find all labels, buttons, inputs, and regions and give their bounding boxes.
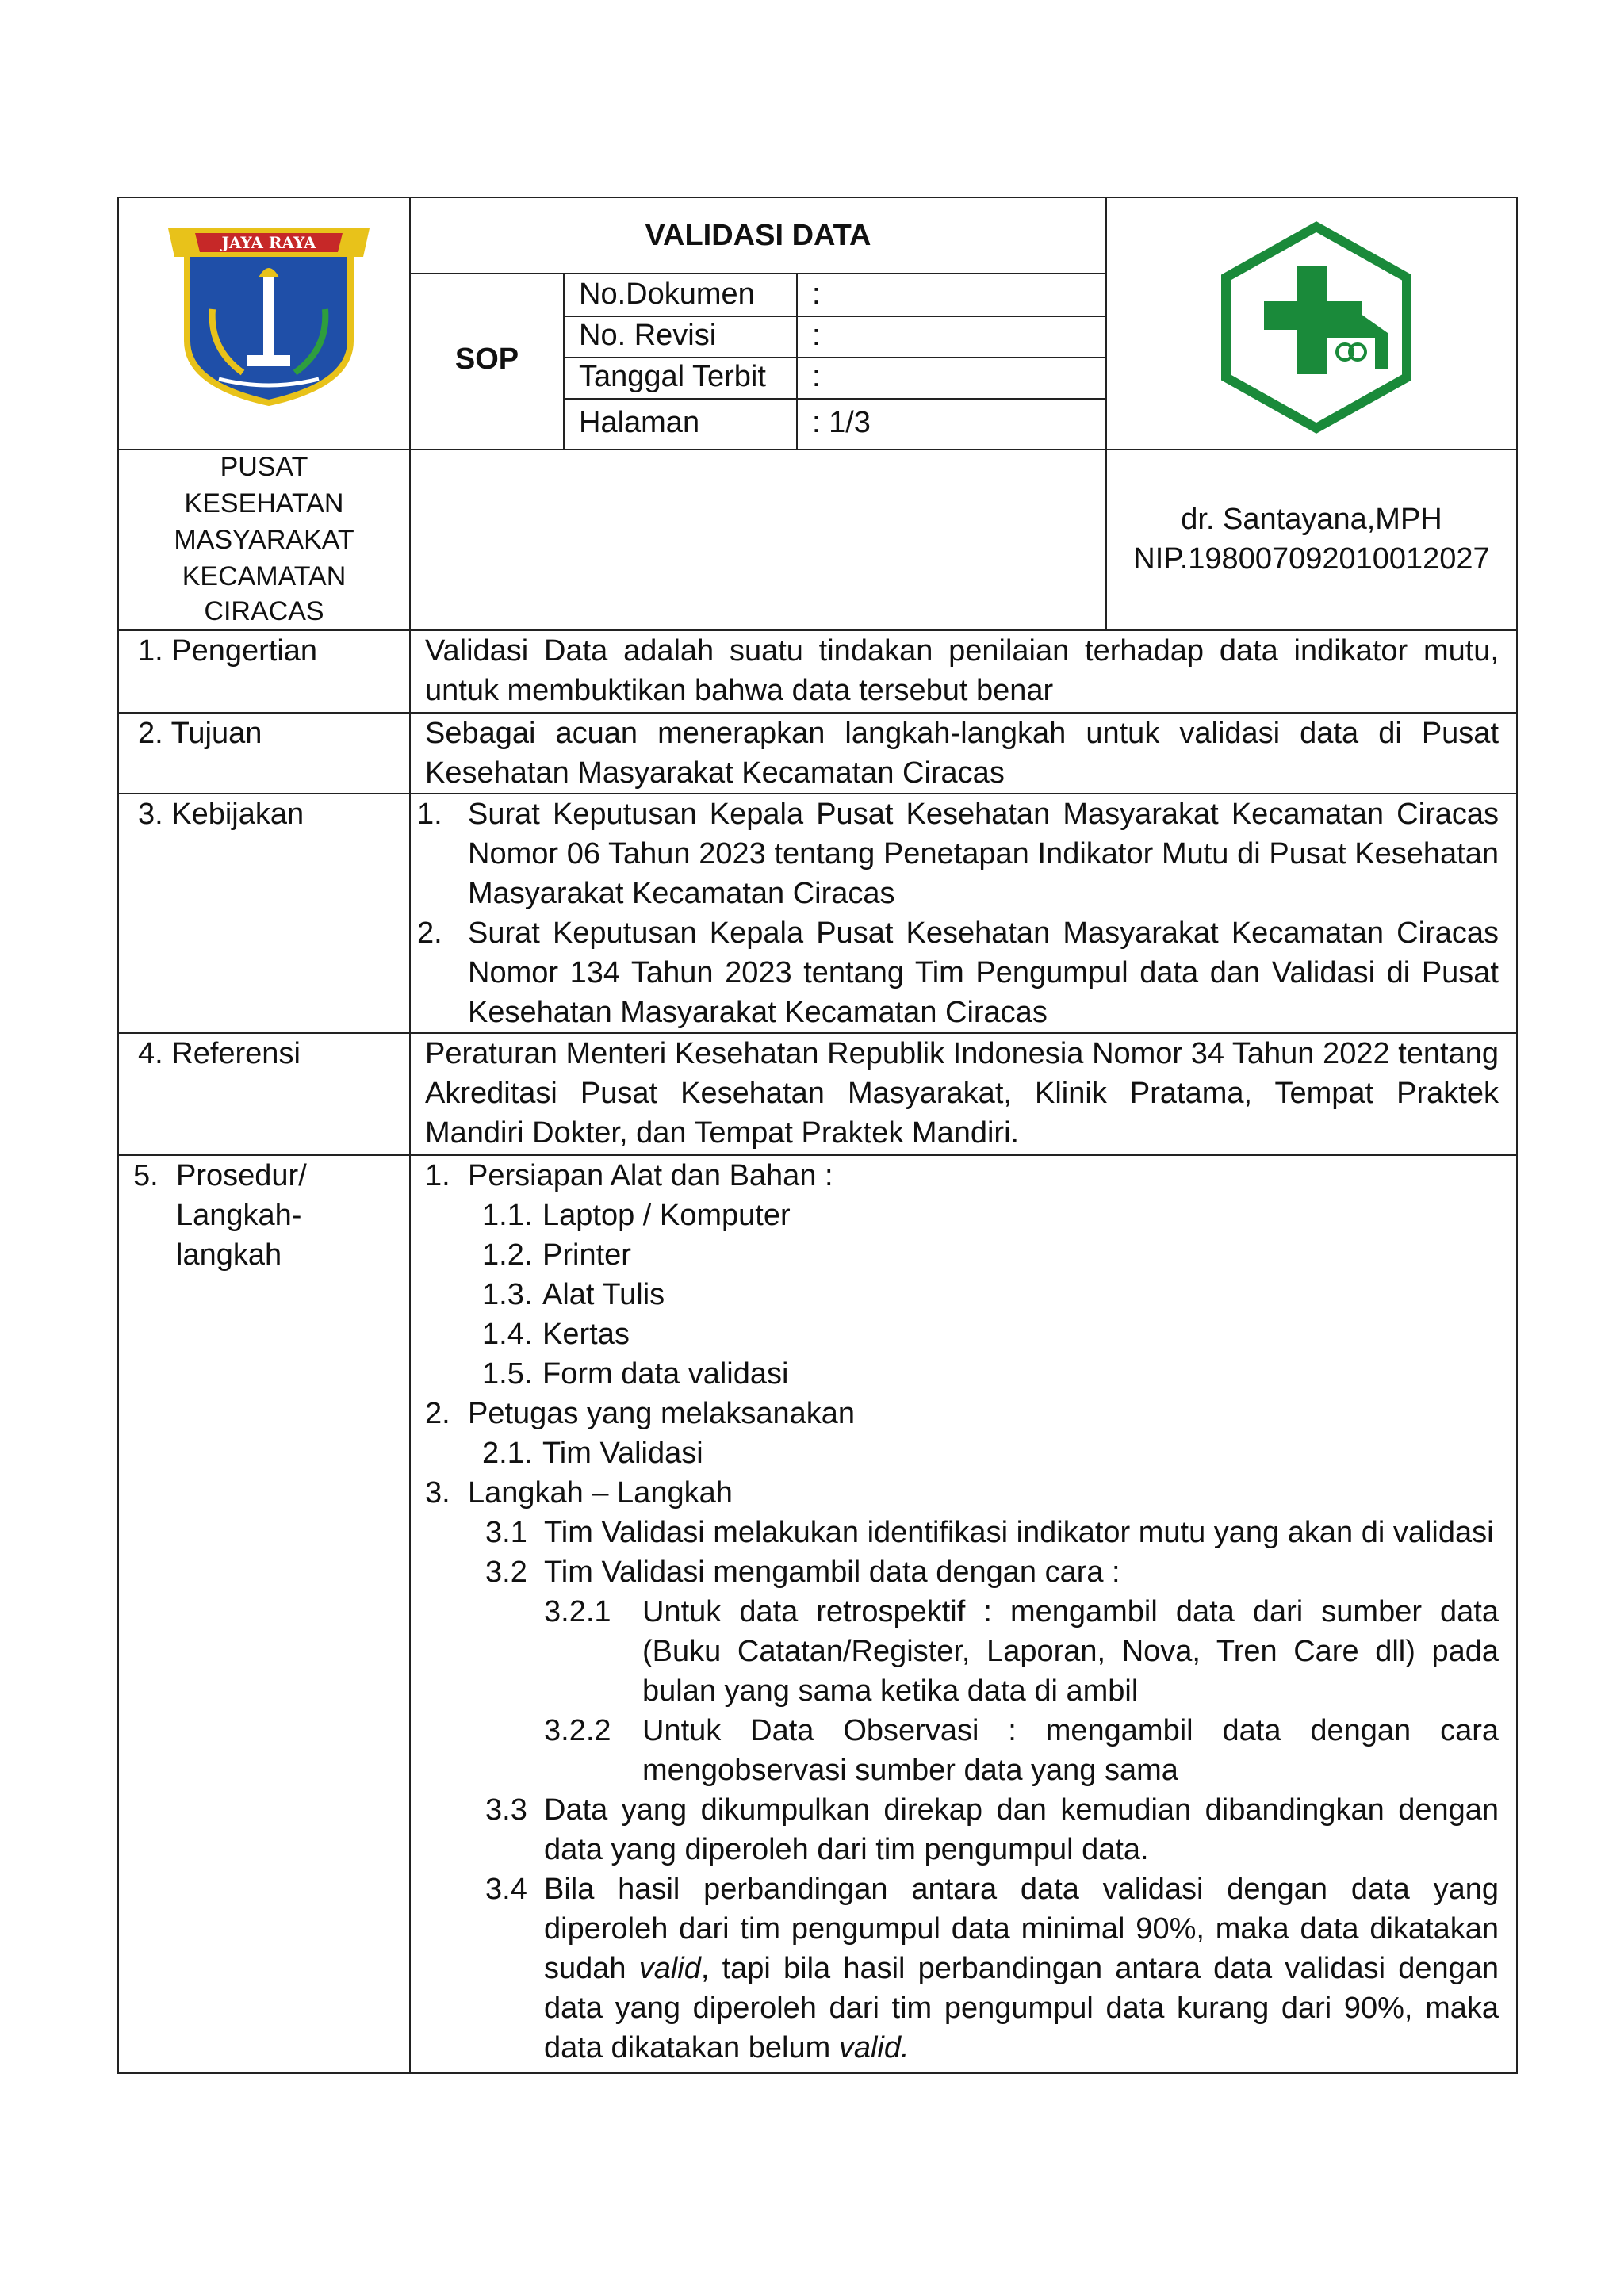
substep-text: Bila hasil perbandingan antara data validasi dengan data yang diperoleh dari tim pengumpul data minimal 90%, maka data dikatakan sudah [544, 1873, 1499, 1985]
kebijakan-item: Surat Keputusan Kepala Pusat Kesehatan Masyarakat Kecamatan Ciracas Nomor 134 Tahun 2023 tentang Tim Pengumpul data dan Validasi di Pusat Kesehatan Masyarakat Kecamatan Ciracas [468, 916, 1499, 1029]
prosedur-step: Langkah – Langkah [468, 1476, 733, 1510]
list-number: 3. [425, 1476, 450, 1510]
list-number: 2. [425, 1397, 450, 1430]
list-number: 1.5. [482, 1357, 533, 1391]
prosedur-substep: Tim Validasi mengambil data dengan cara : [544, 1556, 1120, 1589]
divider [563, 273, 565, 449]
org-name-line: CIRACAS [204, 596, 324, 626]
section-label-prosedur: Langkah- [176, 1199, 302, 1232]
org-name-line: MASYARAKAT [174, 525, 354, 555]
list-number: 3.1 [485, 1516, 527, 1549]
section-label-prosedur: Prosedur/ [176, 1159, 307, 1192]
prosedur-item: Tim Validasi [542, 1437, 703, 1470]
section-label-tujuan: 2. Tujuan [138, 717, 262, 750]
section-label-kebijakan: 3. Kebijakan [138, 798, 304, 831]
prosedur-item: Printer [542, 1238, 631, 1272]
section-text-pengertian: Validasi Data adalah suatu tindakan penilaian terhadap data indikator mutu, untuk membuktikan bahwa data tersebut benar [425, 634, 1499, 707]
field-value-no-revisi: : [812, 319, 821, 352]
section-label-referensi: 4. Referensi [138, 1037, 301, 1070]
list-number: 2. [417, 916, 442, 950]
document-title: VALIDASI DATA [645, 219, 871, 252]
substep-text: , tapi bila hasil perbandingan antara data validasi dengan data yang diperoleh dari tim pengumpul data kurang dari 90%, maka data dikatakan belum [544, 1952, 1499, 2064]
list-number: 3.3 [485, 1793, 527, 1827]
jaya-raya-logo [163, 222, 374, 406]
divider [563, 398, 1105, 400]
puskesmas-logo [1208, 219, 1424, 434]
org-name-line: KESEHATAN [184, 488, 344, 519]
prosedur-item: Alat Tulis [542, 1278, 665, 1311]
field-value-halaman: : 1/3 [812, 406, 871, 439]
section-text-referensi: Peraturan Menteri Kesehatan Republik Indonesia Nomor 34 Tahun 2022 tentang Akreditasi Pusat Kesehatan Masyarakat, Klinik Pratama, Tempat Praktek Mandiri Dokter, dan Tempat Praktek Mandiri. [425, 1037, 1499, 1150]
signatory-nip: NIP.198007092010012027 [1133, 542, 1490, 576]
sop-label: SOP [454, 342, 519, 376]
section-label-prosedur-num: 5. [133, 1159, 159, 1192]
field-label-halaman: Halaman [579, 406, 700, 439]
list-number: 3.4 [485, 1873, 527, 1906]
org-name-line: PUSAT [220, 452, 308, 482]
logo-motto: JAYA RAYA [221, 233, 316, 252]
prosedur-substep: Tim Validasi melakukan identifikasi indikator mutu yang akan di validasi [544, 1516, 1494, 1549]
list-number: 3.2 [485, 1556, 527, 1589]
list-number: 1.2. [482, 1238, 533, 1272]
org-name-line: KECAMATAN [182, 561, 347, 591]
prosedur-step: Petugas yang melaksanakan [468, 1397, 855, 1430]
divider [796, 273, 798, 449]
divider [411, 273, 1105, 274]
list-number: 1.3. [482, 1278, 533, 1311]
prosedur-substep: Data yang dikumpulkan direkap dan kemudian dibandingkan dengan data yang diperoleh dari tim pengumpul data. [544, 1793, 1499, 1866]
prosedur-step: Persiapan Alat dan Bahan : [468, 1159, 833, 1192]
valid-emphasis: valid [638, 1952, 701, 1985]
list-number: 1. [417, 798, 442, 831]
field-label-tanggal-terbit: Tanggal Terbit [579, 360, 766, 393]
prosedur-item: Form data validasi [542, 1357, 789, 1391]
prosedur-item: Kertas [542, 1318, 630, 1351]
prosedur-subsubstep: Untuk Data Observasi : mengambil data dengan cara mengobservasi sumber data yang sama [642, 1714, 1499, 1787]
section-label-prosedur: langkah [176, 1238, 282, 1272]
sop-document [117, 197, 1518, 2074]
prosedur-substep [544, 1869, 1499, 2068]
prosedur-subsubstep: Untuk data retrospektif : mengambil data dari sumber data (Buku Catatan/Register, Laporan, Nova, Tren Care dll) pada bulan yang sama ketika data di ambil [642, 1595, 1499, 1708]
list-number: 3.2.1 [544, 1595, 611, 1628]
list-number: 2.1. [482, 1437, 533, 1470]
prosedur-item: Laptop / Komputer [542, 1199, 791, 1232]
list-number: 1.4. [482, 1318, 533, 1351]
field-value-tanggal-terbit: : [812, 360, 821, 393]
list-number: 1. [425, 1159, 450, 1192]
list-number: 3.2.2 [544, 1714, 611, 1747]
section-label-pengertian: 1. Pengertian [138, 634, 318, 668]
section-text-tujuan: Sebagai acuan menerapkan langkah-langkah untuk validasi data di Pusat Kesehatan Masyarakat Kecamatan Ciracas [425, 717, 1499, 790]
list-number: 1.1. [482, 1199, 533, 1232]
signatory-name: dr. Santayana,MPH [1181, 503, 1442, 536]
divider [409, 198, 411, 2072]
valid-emphasis: valid. [838, 2031, 910, 2064]
field-label-no-dokumen: No.Dokumen [579, 277, 755, 311]
kebijakan-item: Surat Keputusan Kepala Pusat Kesehatan Masyarakat Kecamatan Ciracas Nomor 06 Tahun 2023 tentang Penetapan Indikator Mutu di Pusat Kesehatan Masyarakat Kecamatan Ciracas [468, 798, 1499, 910]
field-label-no-revisi: No. Revisi [579, 319, 717, 352]
field-value-no-dokumen: : [812, 277, 821, 311]
